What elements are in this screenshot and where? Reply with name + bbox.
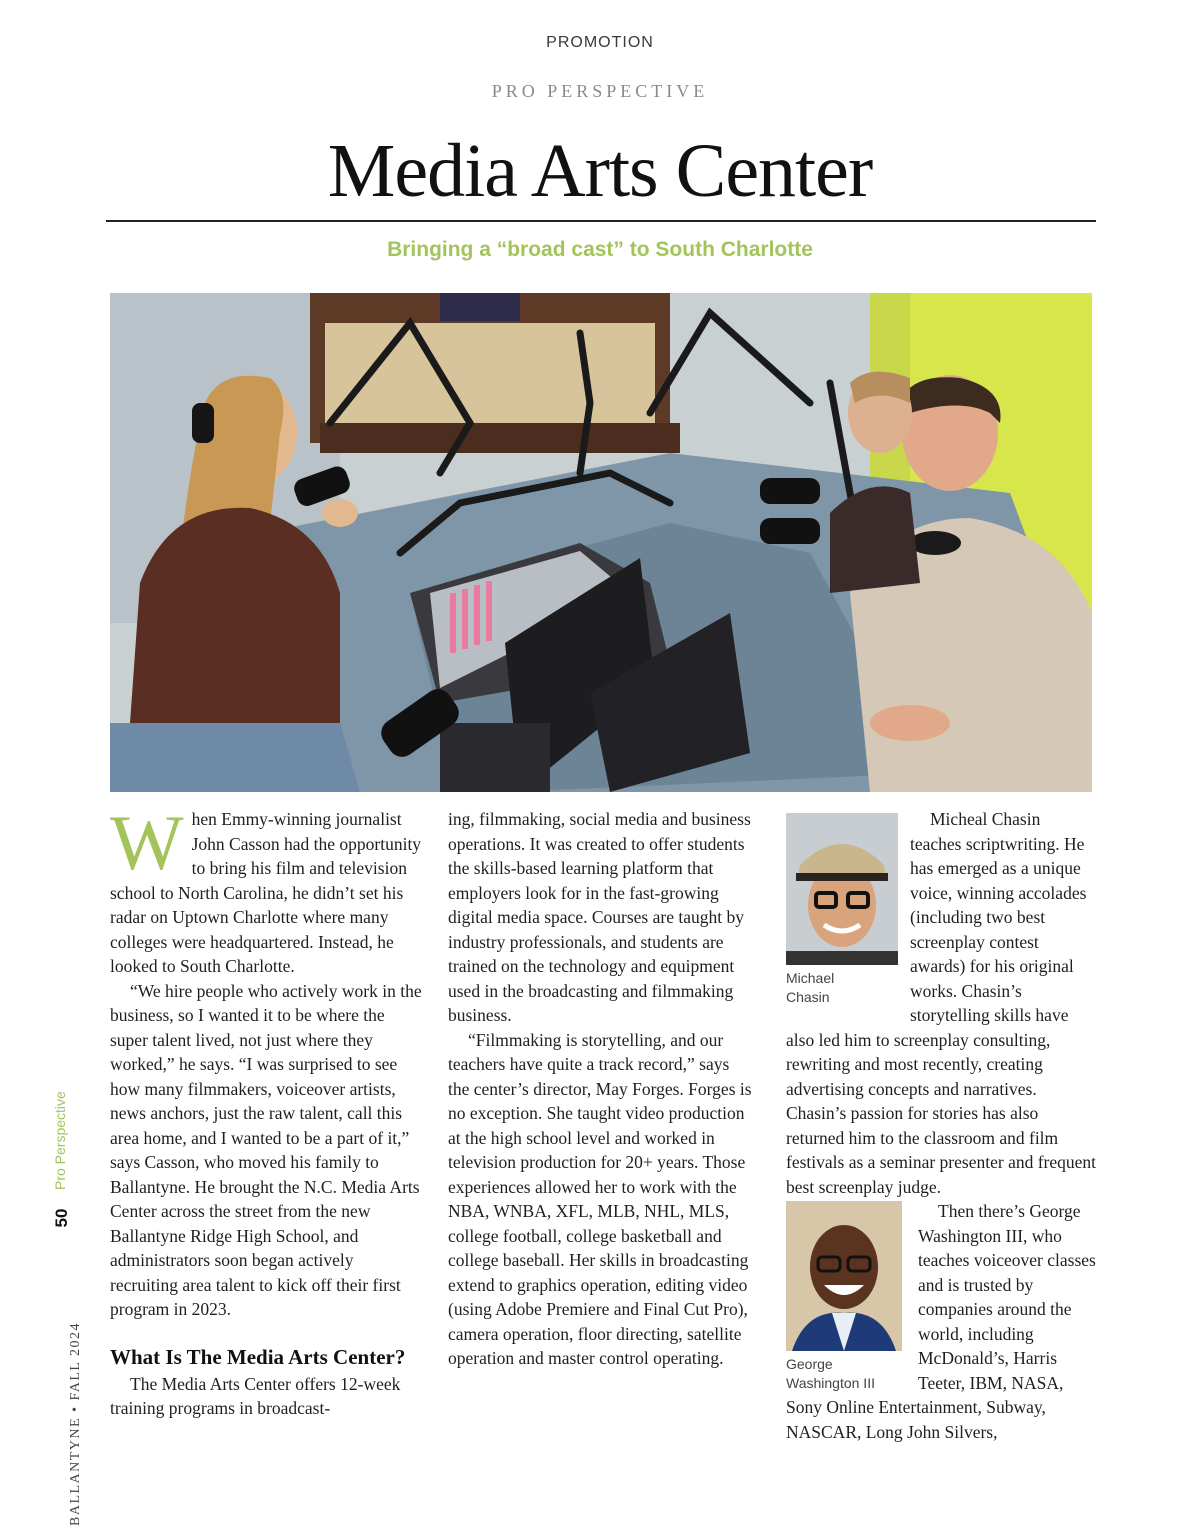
article-paragraph: Then there’s George Washington III, who teaches voiceover classes and is trusted by companies around the world, including McDonald’s, Harris Teeter, IBM, NASA, Sony Online Entertainment, Subway, NASCAR, Long John Silvers,	[786, 1201, 1096, 1442]
article-paragraph: “Filmmaking is storytelling, and our teachers have quite a track record,” says the center’s director, May Forges. Forges is no exception. She taught video production at the high school level and worked in television production for 20+ years. Those experiences allowed her to work with the NBA, WNBA, XFL, MLB, NHL, MLS, college football, college basketball and college baseball. Her skills in broadcasting extend to graphics operation, editing video (using Adobe Premiere and Final Cut Pro), camera operation, floor directing, satellite operation and master control operating.	[448, 1029, 752, 1368]
article-paragraph: “We hire people who actively work in the business, so I wanted it to be where the super talent lived, not just where they worked,” he says. “I was surprised to see how many filmmakers, voiceover artists, news anchors, just the raw talent, call this area home, and I wanted to be a part of it,” says Casson, who moved his family to Ballantyne. He brought the N.C. Media Arts Center across the street from the new Ballantyne Ridge High School, and administrators soon began actively recruiting area talent to kick off their first program in 2023.	[110, 980, 422, 1319]
article-paragraph: ing, filmmaking, social media and business operations. It was created to offer students the skills-based learning platform that employers look for in the fast-growing digital media space. Courses are taught by industry professionals, and students are trained on the technology and equipment used in the broadcasting and filmmaking business.	[448, 809, 751, 1025]
paragraph-text: hen Emmy-winning journalist John Casson had the opportunity to bring his film and television school to North Carolina, he didn’t set his radar on Uptown Charlotte where many colleges were headquartered. Instead, he looked to South Charlotte.	[110, 809, 422, 976]
portrait-caption: George Washington III	[786, 1356, 875, 1391]
section-kicker: PRO PERSPECTIVE	[491, 81, 709, 101]
page-title: Media Arts Center	[327, 129, 873, 213]
deck-subtitle: Bringing a “broad cast” to South Charlotte	[387, 238, 813, 261]
portrait-george-washington-iii	[786, 1201, 906, 1393]
publication-issue: BALLANTYNE • FALL 2024	[68, 1322, 83, 1526]
studio-photo	[110, 293, 1092, 792]
drop-cap: W	[110, 799, 184, 886]
article-subhead: What Is The Media Arts Center?	[110, 1344, 406, 1369]
title-divider	[106, 220, 1096, 222]
article-paragraph: Micheal Chasin teaches scriptwriting. He has emerged as a unique voice, winning accolades (including two best screenplay contest awards) for his original works. Chasin’s storytelling skills have also led him to screenplay consulting, rewriting and most recently, creating advertising concepts and narratives. Chasin’s passion for stories has also returned him to the classroom and film festivals as a seminar presenter and frequent best screenplay judge.	[786, 809, 1097, 1197]
portrait-michael-chasin	[786, 813, 898, 1007]
portrait-caption: Michael Chasin	[786, 970, 835, 1005]
headshot-photo	[786, 813, 898, 965]
article-column-1	[110, 799, 422, 1421]
promotion-label: PROMOTION	[546, 34, 654, 51]
page-number: 50	[52, 1208, 71, 1228]
headshot-photo	[786, 1201, 902, 1351]
article-column-3	[786, 807, 1096, 1444]
section-name: Pro Perspective	[52, 1091, 68, 1190]
article-paragraph: The Media Arts Center offers 12-week training programs in broadcast-	[110, 1373, 401, 1418]
article-column-2	[448, 807, 754, 1371]
article-paragraph	[110, 799, 422, 979]
studio-photo-illustration	[110, 293, 1092, 792]
